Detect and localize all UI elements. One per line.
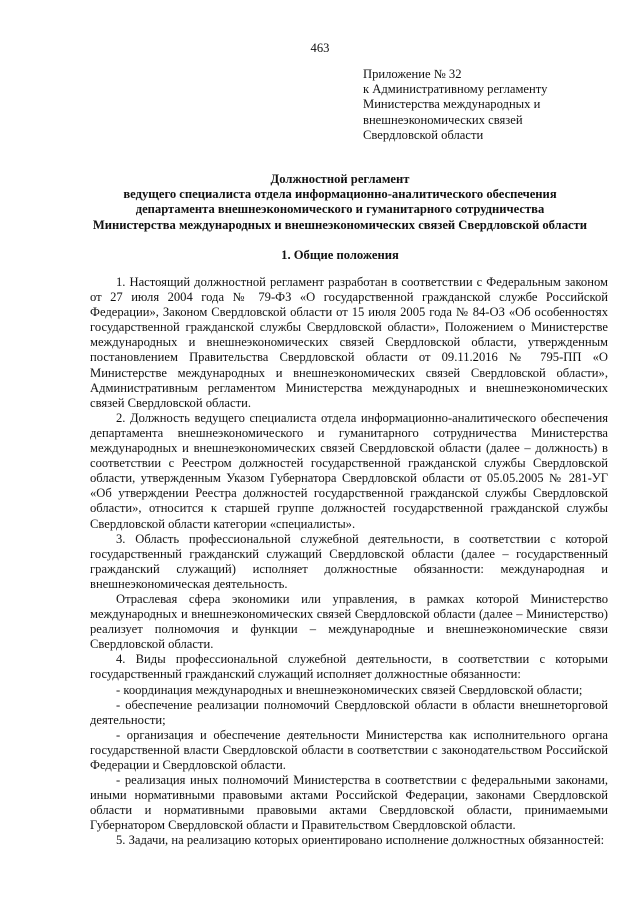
title-line: департамента внешнеэкономического и гуманитарного сотрудничества bbox=[135, 202, 545, 217]
appendix-header bbox=[363, 67, 623, 143]
document-body bbox=[90, 275, 608, 849]
section-heading: 1. Общие положения bbox=[281, 248, 399, 262]
paragraph-2: 2. Должность ведущего специалиста отдела информационно-аналитического обеспечения департамента внешнеэкономического и гуманитарного сотрудничества Министерства международных и внешнеэкономических связей Свердловской области (далее – должность) в соответствии с Реестром должностей государственной гражданской службы Свердловской области, утвержденным Указом Губернатора Свердловской области от 05.05.2005 № 281-УГ «Об утверждении Реестра должностей государственной гражданской службы Свердловской области», относится к старшей группе должностей государственной гражданской службы Свердловской области категории «специалисты». bbox=[90, 410, 608, 531]
paragraph-4: 4. Виды профессиональной служебной деятельности, в соответствии с которыми государственный гражданский служащий исполняет должностные обязанности: bbox=[90, 652, 608, 682]
paragraph-1: 1. Настоящий должностной регламент разработан в соответствии с Федеральным законом от 27 июля 2004 года № 79-ФЗ «О государственной гражданской службе Российской Федерации», Законом Свердловской области от 15 июля 2005 года № 84-ОЗ «Об особенностях государственной гражданской службы Свердловской области», Положением о Министерстве международных и внешнеэкономических связей Свердловской области, утвержденным постановлением Правительства Свердловской области от 09.11.2016 № 795-ПП «О Министерстве международных и внешнеэкономических связей Свердловской области», Административным регламентом Министерства международных и внешнеэкономических связей Свердловской области. bbox=[90, 275, 608, 410]
title-line: Министерства международных и внешнеэкономических связей Свердловской области bbox=[92, 217, 588, 232]
appendix-line: Свердловской области bbox=[363, 127, 484, 142]
appendix-line: к Административному регламенту bbox=[363, 82, 548, 97]
list-item: - организация и обеспечение деятельности Министерства как исполнительного органа государственной власти Свердловской области в соответствии с законодательством Российской Федерации и Свердловской области. bbox=[90, 727, 608, 772]
appendix-line: внешнеэкономических связей bbox=[363, 112, 523, 127]
paragraph-3: 3. Область профессиональной служебной деятельности, в соответствии с которой государственный гражданский служащий Свердловской области (далее – государственный гражданский служащий) исполняет должностные обязанности: международная и внешнеэкономическая деятельность. bbox=[90, 531, 608, 591]
list-item: - реализация иных полномочий Министерства в соответствии с федеральными законами, иными нормативными правовыми актами Российской Федерации, законами Свердловской области и нормативными правовыми актами Свердловской области, принимаемыми Губернатором Свердловской области и Правительством Свердловской области. bbox=[90, 773, 608, 833]
document-title bbox=[70, 172, 610, 233]
title-line: ведущего специалиста отдела информационно-аналитического обеспечения bbox=[123, 187, 557, 202]
appendix-line: Приложение № 32 bbox=[363, 67, 462, 81]
paragraph-5: 5. Задачи, на реализацию которых ориентировано исполнение должностных обязанностей: bbox=[116, 833, 605, 848]
page-number: 463 bbox=[310, 41, 330, 55]
title-line: Должностной регламент bbox=[270, 172, 410, 186]
list-item: - координация международных и внешнеэкономических связей Свердловской области; bbox=[116, 682, 583, 697]
paragraph-3-sector: Отраслевая сфера экономики или управления, в рамках которой Министерство международных и внешнеэкономических связей Свердловской области (далее – Министерство) реализует полномочия и функции – международные и внешнеэкономические связи Свердловской области. bbox=[90, 591, 608, 652]
list-item: - обеспечение реализации полномочий Свердловской области в области внешнеторговой деятельности; bbox=[90, 697, 608, 727]
appendix-line: Министерства международных и bbox=[363, 97, 541, 112]
